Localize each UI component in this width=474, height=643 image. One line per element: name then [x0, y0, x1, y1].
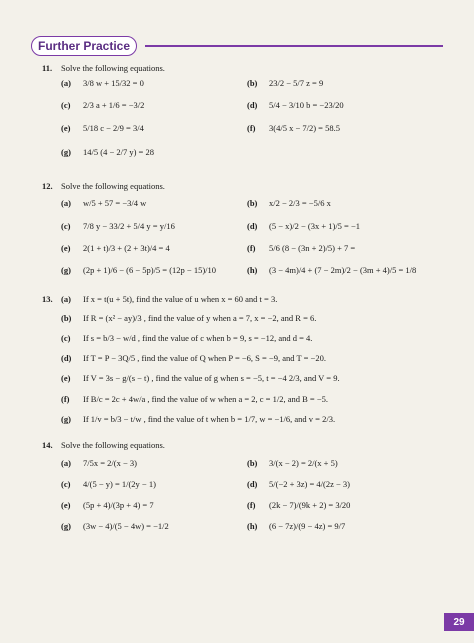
q13-item-g-expr: If 1/v = b/3 − t/w , find the value of t when b = 1/7, w = −1/6, and v = 2/3. [83, 414, 336, 424]
q14-item-c-expr: 4/(5 − y) = 1/(2y − 1) [83, 479, 156, 489]
q13-item-c [61, 333, 312, 343]
q14-item-d [247, 479, 350, 489]
q12-item-b-label: (b) [247, 198, 258, 208]
question-14-number: 14. [42, 440, 53, 450]
q14-item-a-label: (a) [61, 458, 71, 468]
q11-item-g-expr: 14/5 (4 − 2/7 y) = 28 [83, 147, 154, 157]
q14-item-d-label: (d) [247, 479, 258, 489]
q11-item-c-label: (c) [61, 100, 71, 110]
q11-item-f-expr: 3(4/5 x − 7/2) = 58.5 [269, 123, 340, 133]
q11-item-a-label: (a) [61, 78, 71, 88]
q12-item-h-label: (h) [247, 265, 258, 275]
q11-item-e-label: (e) [61, 123, 71, 133]
q14-item-g-label: (g) [61, 521, 71, 531]
question-11-title: Solve the following equations. [61, 63, 165, 73]
q13-item-g-label: (g) [61, 414, 71, 424]
q14-item-e-label: (e) [61, 500, 71, 510]
question-12-number: 12. [42, 181, 53, 191]
q14-item-b-label: (b) [247, 458, 258, 468]
page-number: 29 [444, 613, 474, 631]
q14-item-a-expr: 7/5x = 2/(x − 3) [83, 458, 137, 468]
q12-item-e [61, 243, 170, 253]
q14-item-b-expr: 3/(x − 2) = 2/(x + 5) [269, 458, 338, 468]
q14-item-f-expr: (2k − 7)/(9k + 2) = 3/20 [269, 500, 351, 510]
q11-item-a-expr: 3/8 w + 15/32 = 0 [83, 78, 144, 88]
q14-item-g-expr: (3w − 4)/(5 − 4w) = −1/2 [83, 521, 169, 531]
question-12-title: Solve the following equations. [61, 181, 165, 191]
q11-item-b-expr: 23/2 − 5/7 z = 9 [269, 78, 324, 88]
q14-item-d-expr: 5/(−2 + 3z) = 4/(2z − 3) [269, 479, 351, 489]
q12-item-d-label: (d) [247, 221, 258, 231]
q11-item-e-expr: 5/18 c − 2/9 = 3/4 [83, 123, 144, 133]
q11-item-d-expr: 5/4 − 3/10 b = −23/20 [269, 100, 344, 110]
q13-item-a-label: (a) [61, 294, 71, 304]
q14-item-f-label: (f) [247, 500, 256, 510]
q11-item-f [247, 123, 340, 133]
q11-item-b-label: (b) [247, 78, 258, 88]
q14-item-c [61, 479, 156, 489]
q11-item-c [61, 100, 144, 110]
q12-item-a-expr: w/5 + 57 = −3/4 w [83, 198, 147, 208]
q13-item-a [61, 294, 277, 304]
q11-item-g [61, 147, 154, 157]
q14-item-h-expr: (6 − 7z)/(9 − 4z) = 9/7 [269, 521, 346, 531]
q12-item-h-expr: (3 − 4m)/4 + (7 − 2m)/2 − (3m + 4)/5 = 1/8 [269, 265, 417, 275]
question-14-title: Solve the following equations. [61, 440, 165, 450]
q12-item-c [61, 221, 175, 231]
q14-item-e [61, 500, 154, 510]
q11-item-g-label: (g) [61, 147, 71, 157]
q13-item-b-expr: If R = (x² − ay)/3 , find the value of y when a = 7, x = −2, and R = 6. [83, 313, 317, 323]
q14-item-b [247, 458, 338, 468]
q13-item-e [61, 373, 340, 383]
q12-item-c-label: (c) [61, 221, 71, 231]
q12-item-b [247, 198, 331, 208]
q12-item-h [247, 265, 416, 275]
q12-item-e-label: (e) [61, 243, 71, 253]
q12-item-g [61, 265, 216, 275]
q12-item-e-expr: 2(1 + t)/3 + (2 + 3t)/4 = 4 [83, 243, 170, 253]
q12-item-g-label: (g) [61, 265, 71, 275]
q12-item-f [247, 243, 355, 253]
q12-item-g-expr: (2p + 1)/6 − (6 − 5p)/5 = (12p − 15)/10 [83, 265, 217, 275]
q13-item-e-expr: If V = 3s − g/(s − t) , find the value of g when s = −5, t = −4 2/3, and V = 9. [83, 373, 340, 383]
q12-item-f-label: (f) [247, 243, 256, 253]
question-11-number: 11. [42, 63, 53, 73]
q13-item-d-label: (d) [61, 353, 72, 363]
q13-item-e-label: (e) [61, 373, 71, 383]
q14-item-e-expr: (5p + 4)/(3p + 4) = 7 [83, 500, 154, 510]
q13-item-d-expr: If T = P − 3Q/5 , find the value of Q when P = −6, S = −9, and T = −20. [83, 353, 326, 363]
question-13-number: 13. [42, 294, 53, 304]
q12-item-a [61, 198, 146, 208]
q11-item-e [61, 123, 144, 133]
q14-item-g [61, 521, 169, 531]
heading-rule [145, 45, 443, 47]
q13-item-g [61, 414, 335, 424]
q12-item-f-expr: 5/6 (8 − (3n + 2)/5) + 7 = [269, 243, 356, 253]
q13-item-c-label: (c) [61, 333, 71, 343]
q11-item-f-label: (f) [247, 123, 256, 133]
q14-item-h-label: (h) [247, 521, 258, 531]
q11-item-a [61, 78, 144, 88]
q13-item-f-expr: If B/c = 2c + 4w/a , find the value of w when a = 2, c = 1/2, and B = −5. [83, 394, 328, 404]
q13-item-b-label: (b) [61, 313, 72, 323]
section-heading [31, 36, 137, 56]
q13-item-a-expr: If x = t(u + 5t), find the value of u when x = 60 and t = 3. [83, 294, 278, 304]
q12-item-c-expr: 7/8 y − 33/2 + 5/4 y = y/16 [83, 221, 175, 231]
q13-item-f-label: (f) [61, 394, 70, 404]
section-heading-text: Further Practice [38, 39, 131, 53]
q14-item-h [247, 521, 345, 531]
q12-item-d-expr: (5 − x)/2 − (3x + 1)/5 = −1 [269, 221, 361, 231]
q12-item-a-label: (a) [61, 198, 71, 208]
q13-item-f [61, 394, 328, 404]
q13-item-b [61, 313, 316, 323]
q13-item-d [61, 353, 326, 363]
q14-item-a [61, 458, 137, 468]
q11-item-d-label: (d) [247, 100, 258, 110]
q11-item-d [247, 100, 344, 110]
q14-item-c-label: (c) [61, 479, 71, 489]
q11-item-b [247, 78, 323, 88]
q12-item-d [247, 221, 360, 231]
q12-item-b-expr: x/2 − 2/3 = −5/6 x [269, 198, 331, 208]
q14-item-f [247, 500, 350, 510]
q13-item-c-expr: If s = b/3 − w/d , find the value of c when b = 9, s = −12, and d = 4. [83, 333, 313, 343]
q11-item-c-expr: 2/3 a + 1/6 = −3/2 [83, 100, 145, 110]
